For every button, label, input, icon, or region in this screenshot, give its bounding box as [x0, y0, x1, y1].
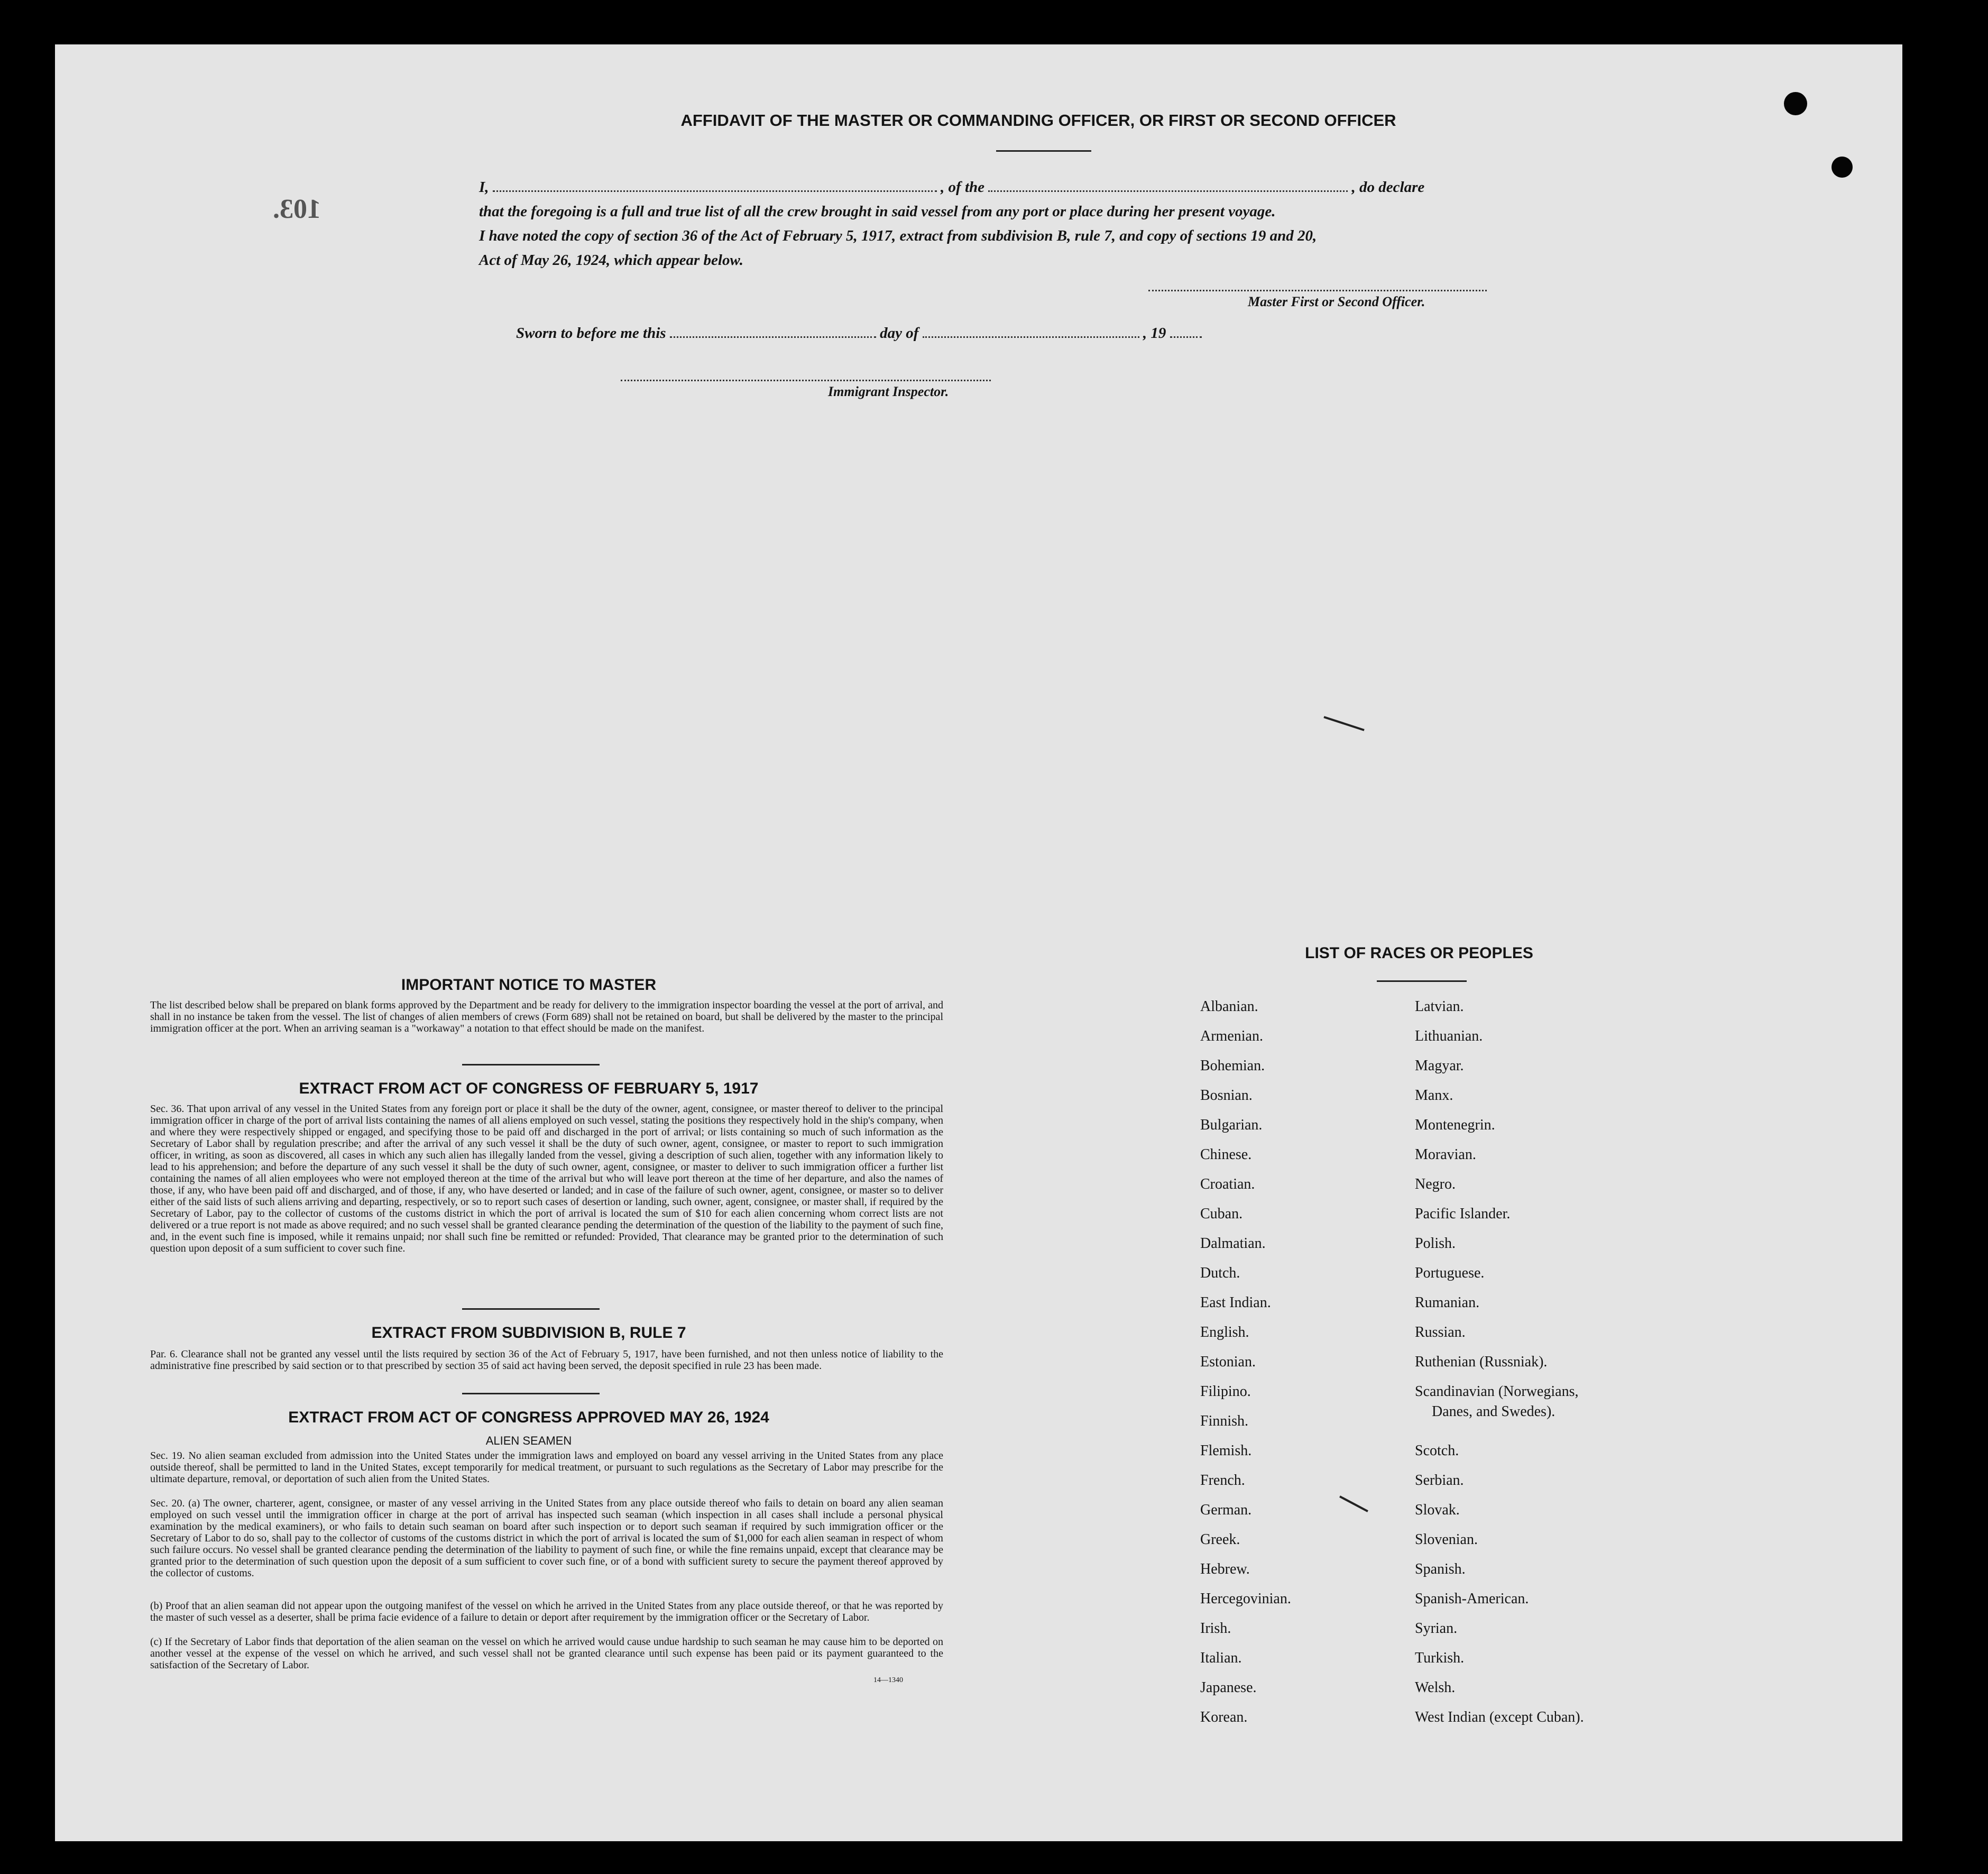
race-item: Polish.	[1415, 1235, 1456, 1252]
stray-mark	[1323, 716, 1364, 731]
notice-title: IMPORTANT NOTICE TO MASTER	[401, 976, 657, 994]
declaration-line-4: Act of May 26, 1924, which appear below.	[479, 252, 743, 269]
extract-1924-title: EXTRACT FROM ACT OF CONGRESS APPROVED MAY 26, 1924	[288, 1409, 769, 1426]
race-item: Filipino.	[1200, 1383, 1251, 1400]
race-item: Hebrew.	[1200, 1561, 1250, 1577]
race-item: Syrian.	[1415, 1620, 1458, 1637]
section-rule	[462, 1308, 600, 1310]
section-rule	[462, 1393, 600, 1394]
race-item: Russian.	[1415, 1324, 1466, 1340]
sworn-label: Sworn to before me this	[516, 325, 666, 342]
races-title-rule	[1377, 980, 1467, 982]
race-item: Dutch.	[1200, 1265, 1240, 1281]
declaration-line-2: that the foregoing is a full and true list of all the crew brought in said vessel from any port or place during her present voyage.	[479, 203, 1276, 220]
race-item: Manx.	[1415, 1087, 1453, 1104]
affidavit-do-declare: , do declare	[1351, 179, 1425, 196]
race-item: Chinese.	[1200, 1146, 1252, 1163]
corner-punch	[1784, 92, 1807, 115]
race-item: Albanian.	[1200, 998, 1258, 1015]
race-item: Slovenian.	[1415, 1531, 1478, 1548]
race-item: Dalmatian.	[1200, 1235, 1266, 1252]
race-item: Irish.	[1200, 1620, 1231, 1637]
rule7-body: Par. 6. Clearance shall not be granted any vessel until the lists required by section 36 of the Act of February 5, 1917, have been furnished, and not then unless notice of liability to the administrative fine prescribed by said section or to that prescribed by section 35 of said act having been served, the deposit specified in rule 23 has been made.	[150, 1348, 943, 1372]
sworn-line	[516, 325, 1202, 342]
race-item: Korean.	[1200, 1709, 1248, 1725]
year-prefix: , 19	[1143, 325, 1166, 342]
race-item: Ruthenian (Russniak).	[1415, 1354, 1548, 1370]
race-item: Danes, and Swedes).	[1432, 1403, 1556, 1420]
sworn-day-field[interactable]	[670, 336, 876, 338]
race-item: Montenegrin.	[1415, 1117, 1495, 1133]
race-item: Moravian.	[1415, 1146, 1476, 1163]
race-item: Bosnian.	[1200, 1087, 1253, 1104]
sworn-month-field[interactable]	[923, 336, 1139, 338]
form-number: 14—1340	[873, 1676, 903, 1684]
day-of-label: day of	[880, 325, 919, 342]
race-item: Turkish.	[1415, 1650, 1465, 1666]
race-item: Rumanian.	[1415, 1294, 1480, 1311]
race-item: Slovak.	[1415, 1502, 1460, 1518]
race-item: Serbian.	[1415, 1472, 1464, 1489]
race-item: French.	[1200, 1472, 1245, 1489]
race-item: Welsh.	[1415, 1679, 1456, 1696]
race-item: Bohemian.	[1200, 1058, 1265, 1074]
extract-1917-title: EXTRACT FROM ACT OF CONGRESS OF FEBRUARY 5, 1917	[299, 1080, 759, 1097]
title-rule	[996, 150, 1091, 152]
declaration-line-1	[479, 179, 1568, 196]
race-item: Armenian.	[1200, 1028, 1263, 1044]
race-item: Croatian.	[1200, 1176, 1255, 1192]
race-item: Portuguese.	[1415, 1265, 1485, 1281]
race-item: Hercegovinian.	[1200, 1591, 1291, 1607]
race-item: Bulgarian.	[1200, 1117, 1263, 1133]
race-item: West Indian (except Cuban).	[1415, 1709, 1584, 1725]
affidavit-title: AFFIDAVIT OF THE MASTER OR COMMANDING OFFICER, OR FIRST OR SECOND OFFICER	[680, 111, 1396, 130]
race-item: Greek.	[1200, 1531, 1240, 1548]
race-item: German.	[1200, 1502, 1252, 1518]
officer-name-field[interactable]	[493, 190, 937, 192]
inspector-signature-label: Immigrant Inspector.	[828, 384, 949, 399]
rule7-title: EXTRACT FROM SUBDIVISION B, RULE 7	[371, 1324, 686, 1342]
extract-1924-subtitle: ALIEN SEAMEN	[485, 1434, 572, 1447]
corner-punch	[1831, 157, 1853, 178]
race-item: Latvian.	[1415, 998, 1464, 1015]
affidavit-i: I,	[479, 179, 489, 196]
race-item: Lithuanian.	[1415, 1028, 1483, 1044]
race-item: Finnish.	[1200, 1413, 1249, 1429]
race-item: Japanese.	[1200, 1679, 1257, 1696]
master-signature-label: Master First or Second Officer.	[1248, 294, 1425, 309]
race-item: Flemish.	[1200, 1443, 1252, 1459]
race-item: Italian.	[1200, 1650, 1242, 1666]
extract-1924-sec20c: (c) If the Secretary of Labor finds that deportation of the alien seaman on the vessel on which he arrived would cause undue hardship to such seaman he may cause him to be deported on another vessel at the expense of the vessel on which he arrived, and such vessel shall not be granted clearance until such expense has been paid or its payment guaranteed to the satisfaction of the Secretary of Labor.	[150, 1636, 943, 1671]
race-item: Estonian.	[1200, 1354, 1256, 1370]
extract-1924-sec19: Sec. 19. No alien seaman excluded from admission into the United States under the immigration laws and employed on board any vessel arriving in the United States from any place outside thereof, shall be permitted to land in the United States, except temporarily for medical treatment, or pursuant to such regulations as the Secretary of Labor may prescribe for the ultimate departure, removal, or deportation of such alien from the United States.	[150, 1450, 943, 1485]
race-item: Scandinavian (Norwegians,	[1415, 1383, 1579, 1400]
races-title: LIST OF RACES OR PEOPLES	[1305, 944, 1533, 962]
affidavit-of-the: , of the	[941, 179, 985, 196]
race-item: Spanish-American.	[1415, 1591, 1529, 1607]
extract-1917-body: Sec. 36. That upon arrival of any vessel in the United States from any foreign port or place it shall be the duty of the owner, agent, consignee, or master thereof to deliver to the principal immigration officer in charge of the port of arrival lists containing the names of all aliens employed on such vessel, stating the positions they respectively hold in the ship's company, when and where they were respectively shipped or engaged, and specifying those to be paid off and discharged in the port of arrival; or lists containing so much of such information as the Secretary of Labor shall by regulation prescribe; and after the arrival of any such vessel it shall be the duty of such owner, agent, consignee, or master to report to such immigration officer, in writing, as soon as discovered, all cases in which any such alien has illegally landed from the vessel, giving a description of such alien, together with any information likely to lead to his apprehension; and before the departure of any such vessel it shall be the duty of such owner, agent, consignee, or master to deliver to such immigration officer a further list containing the names of all alien employees who were not employed thereon at the time of the arrival but who will leave port thereon at the time of her departure, and also the names of those, if any, who have been paid off and discharged, and of those, if any, who have deserted or landed; and in case of the failure of such owner, agent, consignee, or master so to deliver either of the said lists of such aliens arriving and departing, respectively, or so to report such cases of desertion or landing, such owner, agent, consignee, or master shall, if required by the Secretary of Labor, pay to the collector of customs of the customs district in which the port of arrival is located the sum of $10 for each alien concerning whom correct lists are not delivered or a true report is not made as above required; and no such vessel shall be granted clearance pending the determination of the question of the liability to the payment of such fine, and, in the event such fine is imposed, while it remains unpaid; nor shall such fine be remitted or refunded: Provided, That clearance may be granted prior to the determination of such question upon deposit of a sum sufficient to cover such fine.	[150, 1103, 943, 1254]
race-item: Spanish.	[1415, 1561, 1466, 1577]
declaration-line-3: I have noted the copy of section 36 of the Act of February 5, 1917, extract from subdivision B, rule 7, and copy of sections 19 and 20,	[479, 227, 1317, 244]
inspector-signature-line[interactable]	[621, 380, 991, 381]
document-sheet	[55, 44, 1902, 1841]
race-item: Cuban.	[1200, 1206, 1243, 1222]
race-item: Scotch.	[1415, 1443, 1459, 1459]
master-signature-line[interactable]	[1148, 290, 1487, 291]
extract-1924-sec20b: (b) Proof that an alien seaman did not appear upon the outgoing manifest of the vessel on which he arrived in the United States from any place outside thereof, or that he was reported by the master of such vessel as a deserter, shall be prima facie evidence of a failure to detain or deport after requirement by the immigration officer or the Secretary of Labor.	[150, 1600, 943, 1623]
section-rule	[462, 1064, 600, 1065]
race-item: Magyar.	[1415, 1058, 1464, 1074]
margin-number: 103.	[273, 194, 321, 224]
sworn-year-field[interactable]	[1170, 336, 1202, 338]
vessel-name-field[interactable]	[988, 190, 1348, 192]
race-item: Pacific Islander.	[1415, 1206, 1511, 1222]
race-item: East Indian.	[1200, 1294, 1271, 1311]
stray-mark	[1339, 1495, 1368, 1512]
race-item: English.	[1200, 1324, 1249, 1340]
notice-body: The list described below shall be prepared on blank forms approved by the Department and be ready for delivery to the immigration inspector boarding the vessel at the port of arrival, and shall in no instance be taken from the vessel. The list of changes of alien members of crews (Form 689) shall not be retained on board, but shall be delivered by the master to the principal immigration officer at the port. When an arriving seaman is a "workaway" a notation to that effect should be made on the manifest.	[150, 999, 943, 1034]
race-item: Negro.	[1415, 1176, 1456, 1192]
extract-1924-sec20a: Sec. 20. (a) The owner, charterer, agent, consignee, or master of any vessel arriving in the United States from any place outside thereof who fails to detain on board any alien seaman employed on such vessel until the immigration officer in charge at the port of arrival has inspected such seaman (which inspection in all cases shall include a personal physical examination by the medical examiners), or who fails to detain such seaman on board after such inspection or to deport such seaman if required by such immigration officer or the Secretary of Labor to do so, shall pay to the collector of customs of the customs district in which the port of arrival is located the sum of $1,000 for each alien seaman in respect of whom such failure occurs. No vessel shall be granted clearance pending the determination of the liability to payment of such fine, or while the fine remains unpaid, except that clearance may be granted prior to the determination of such question upon the deposit of a sum sufficient to cover such fine, or of a bond with sufficient surety to secure the payment thereof approved by the collector of customs.	[150, 1498, 943, 1579]
